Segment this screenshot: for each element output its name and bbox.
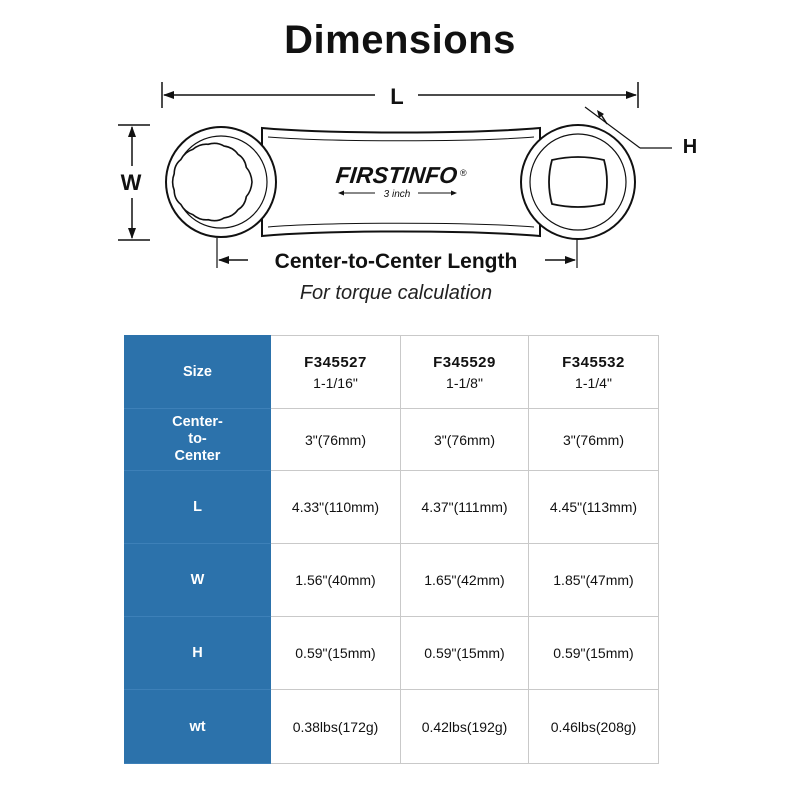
column-header: F345527 1-1/16" — [271, 336, 401, 409]
table-cell: 1.85"(47mm) — [529, 544, 659, 617]
height-label: H — [682, 136, 698, 158]
center-to-center-dimension — [217, 238, 577, 304]
row-header-h: H — [125, 617, 271, 690]
svg-text:3 inch: 3 inch — [383, 189, 411, 200]
width-dimension — [118, 125, 150, 240]
length-label: L — [390, 84, 404, 109]
table-row — [125, 617, 659, 690]
table-cell: 4.33"(110mm) — [271, 471, 401, 544]
table-cell: 0.46lbs(208g) — [529, 690, 659, 764]
row-header-size: Size — [125, 336, 271, 409]
spec-table — [124, 335, 659, 764]
table-cell: 3"(76mm) — [271, 409, 401, 471]
row-header-w: W — [125, 544, 271, 617]
svg-text:FIRSTINFO: FIRSTINFO — [334, 162, 459, 188]
table-cell: 0.38lbs(172g) — [271, 690, 401, 764]
column-header: F345529 1-1/8" — [401, 336, 529, 409]
svg-text:®: ® — [460, 168, 467, 178]
table-cell: 4.37"(111mm) — [401, 471, 529, 544]
table-cell: 3"(76mm) — [529, 409, 659, 471]
table-cell: 0.59"(15mm) — [529, 617, 659, 690]
table-header-row — [125, 336, 659, 409]
table-cell: 0.59"(15mm) — [401, 617, 529, 690]
center-to-center-sublabel: For torque calculation — [299, 282, 493, 304]
width-label: W — [120, 170, 142, 195]
table-cell: 0.42lbs(192g) — [401, 690, 529, 764]
wrench-diagram — [0, 0, 800, 320]
table-cell: 1.56"(40mm) — [271, 544, 401, 617]
column-header: F345532 1-1/4" — [529, 336, 659, 409]
table-row — [125, 471, 659, 544]
row-header-wt: wt — [125, 690, 271, 764]
page-title: Dimensions — [284, 18, 516, 62]
table-cell: 1.65"(42mm) — [401, 544, 529, 617]
table-cell: 4.45"(113mm) — [529, 471, 659, 544]
row-header-l: L — [125, 471, 271, 544]
square-drive — [549, 157, 607, 207]
table-row — [125, 409, 659, 471]
table-cell: 0.59"(15mm) — [271, 617, 401, 690]
twelve-point-socket — [173, 143, 252, 220]
table-row — [125, 690, 659, 764]
length-dimension — [162, 82, 638, 109]
row-header-center-to-center: Center- to- Center — [125, 409, 271, 471]
table-cell: 3"(76mm) — [401, 409, 529, 471]
center-to-center-label: Center-to-Center Length — [274, 250, 518, 273]
table-row — [125, 544, 659, 617]
